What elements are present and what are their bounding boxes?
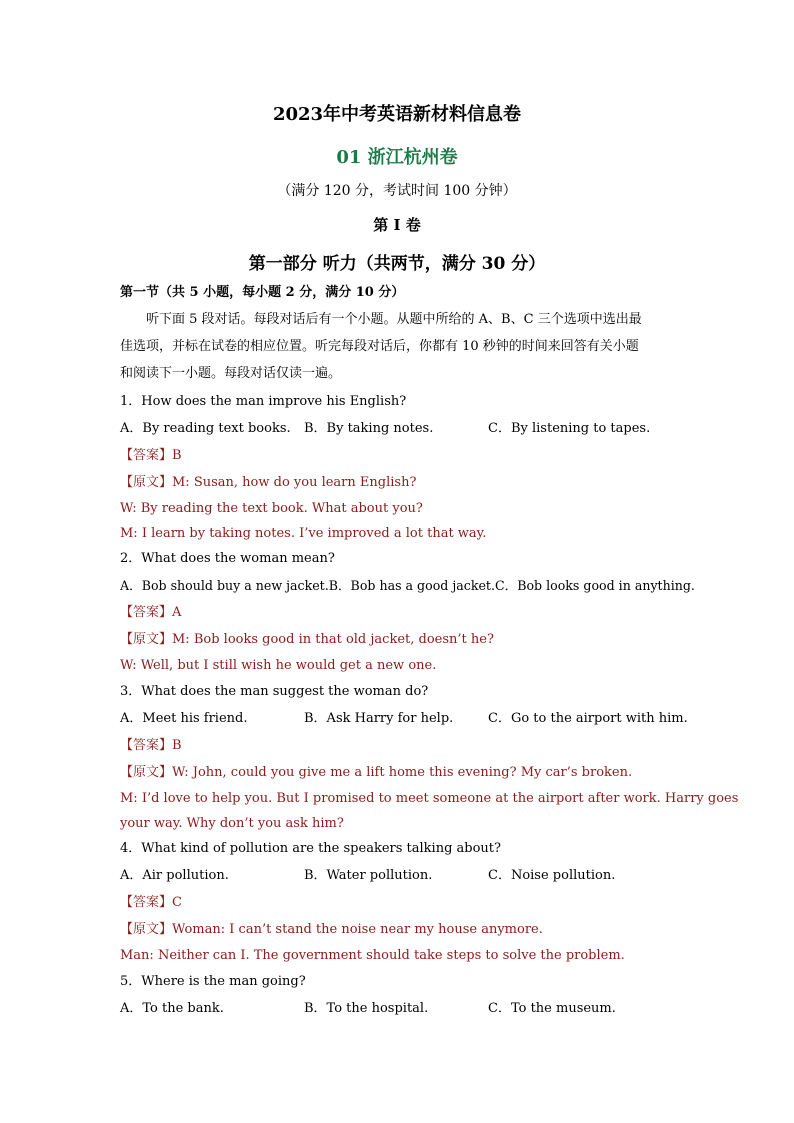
q1-answer: 【答案】B: [120, 448, 182, 463]
q1-transcript-1: 【原文】M: Susan, how do you learn English?: [120, 475, 417, 490]
q2-answer: 【答案】A: [120, 605, 182, 620]
q4-option-a: A．Air pollution.: [120, 868, 229, 883]
q4-transcript-2: Man: Neither can I. The government should take steps to solve the problem.: [120, 948, 625, 963]
exam-time-note: （满分 120 分，考试时间 100 分钟）: [277, 183, 517, 199]
section-heading: 第一节（共 5 小题，每小题 2 分，满分 10 分）: [120, 285, 405, 300]
q3-answer: 【答案】B: [120, 738, 182, 753]
q2-options: A．Bob should buy a new jacket.B．Bob has a good jacket.C．Bob looks good in anything.: [120, 578, 695, 593]
q5-option-b: B．To the hospital.: [304, 1001, 429, 1016]
q5-option-a: A．To the bank.: [120, 1001, 224, 1016]
q5-option-c: C．To the museum.: [488, 1001, 616, 1016]
q1-option-b: B．By taking notes.: [304, 421, 434, 436]
instructions-line-1: 听下面 5 段对话。每段对话后有一个小题。从题中所给的 A、B、C 三个选项中选出最: [146, 312, 642, 327]
q3-transcript-1: 【原文】W: John, could you give me a lift home this evening? My car’s broken.: [120, 765, 633, 780]
q3-option-a: A．Meet his friend.: [120, 711, 248, 726]
q4-transcript-1: 【原文】Woman: I can’t stand the noise near my house anymore.: [120, 922, 543, 937]
q2-transcript-2: W: Well, but I still wish he would get a new one.: [120, 658, 437, 673]
q1-transcript-3: M: I learn by taking notes. I’ve improved a lot that way.: [120, 526, 487, 541]
q4-option-b: B．Water pollution.: [304, 868, 433, 883]
question-4: 4．What kind of pollution are the speakers talking about?: [120, 841, 501, 856]
q3-option-c: C．Go to the airport with him.: [488, 711, 688, 726]
q1-transcript-2: W: By reading the text book. What about you?: [120, 501, 423, 516]
part-heading: 第一部分 听力（共两节，满分 30 分）: [248, 254, 546, 274]
q2-transcript-1: 【原文】M: Bob looks good in that old jacket, doesn’t he?: [120, 632, 494, 647]
q1-option-a: A．By reading text books.: [120, 421, 291, 436]
q3-transcript-2: M: I’d love to help you. But I promised to meet someone at the airport after work. Harry goes: [120, 791, 739, 806]
exam-subtitle: 01 浙江杭州卷: [336, 147, 458, 168]
instructions-line-2: 佳选项，并标在试卷的相应位置。听完每段对话后，你都有 10 秒钟的时间来回答有关小题: [120, 339, 639, 354]
q4-answer: 【答案】C: [120, 895, 182, 910]
question-2: 2．What does the woman mean?: [120, 551, 335, 566]
q4-option-c: C．Noise pollution.: [488, 868, 616, 883]
question-3: 3．What does the man suggest the woman do?: [120, 684, 429, 699]
question-1: 1．How does the man improve his English?: [120, 394, 407, 409]
instructions-line-3: 和阅读下一小题。每段对话仅读一遍。: [120, 366, 342, 381]
q3-transcript-3: your way. Why don’t you ask him?: [120, 816, 344, 831]
question-5: 5．Where is the man going?: [120, 974, 306, 989]
volume-heading: 第 I 卷: [373, 216, 421, 234]
q1-option-c: C．By listening to tapes.: [488, 421, 651, 436]
q3-option-b: B．Ask Harry for help.: [304, 711, 454, 726]
exam-title: 2023年中考英语新材料信息卷: [272, 104, 522, 125]
